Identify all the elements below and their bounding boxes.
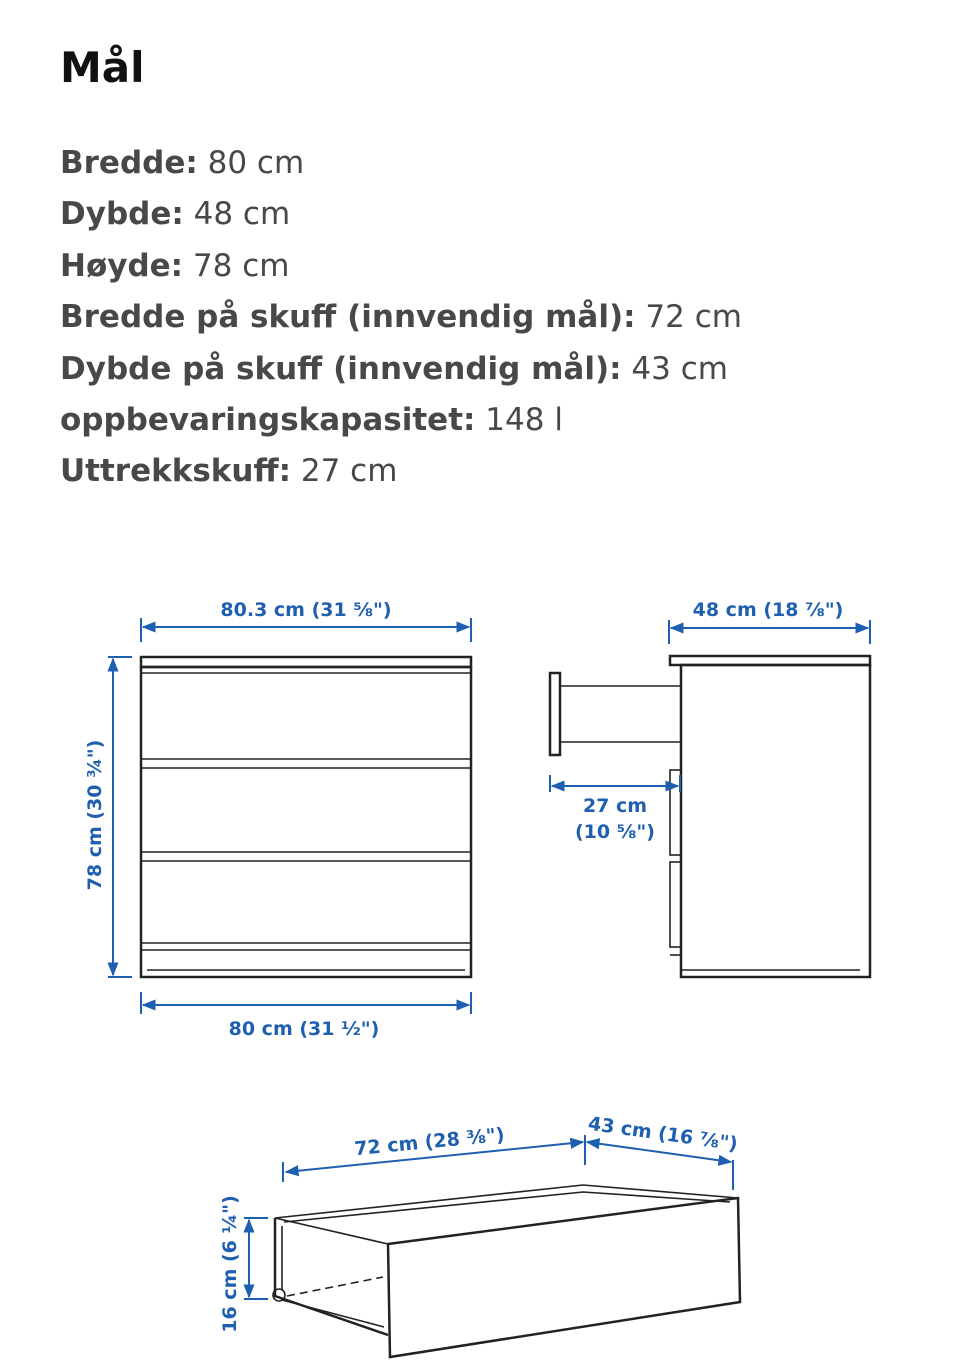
top-width-label: 80.3 cm (31 ⅝") [220, 599, 392, 621]
extension-label-cm: 27 cm [582, 795, 648, 817]
front-view [84, 599, 471, 1040]
drawer-view [219, 1113, 740, 1357]
spec-label: Bredde på skuff (innvendig mål): [60, 299, 636, 336]
spec-value: 48 cm [193, 196, 291, 233]
height-label: 78 cm (30 ¾") [84, 739, 106, 891]
drawer-top-rim [275, 1185, 738, 1244]
drawer-side-panel [275, 1218, 388, 1335]
spec-value: 27 cm [300, 453, 398, 490]
side-top-board [670, 656, 870, 665]
page-title: Mål [60, 43, 145, 92]
spec-value: 148 l [485, 402, 563, 439]
spec-value: 78 cm [192, 247, 290, 284]
extension-label-in: (10 ⅝") [575, 821, 655, 843]
front-carcass [141, 667, 471, 977]
pulled-out-drawer-box [560, 686, 681, 742]
spec-label: Dybde på skuff (innvendig mål): [60, 350, 622, 387]
inner-depth-label: 43 cm (16 ⅞") [586, 1112, 739, 1156]
spec-label: Bredde: [60, 145, 198, 181]
inner-width-label: 72 cm (28 ⅜") [353, 1123, 506, 1161]
depth-label: 48 cm (18 ⅞") [692, 599, 844, 621]
drawer-front-panel [388, 1198, 740, 1357]
drawer-bottom-hidden-line [287, 1277, 383, 1296]
spec-label: oppbevaringskapasitet: [60, 402, 476, 439]
drawer-height-label: 16 cm (6 ¼") [219, 1195, 241, 1333]
spec-label: Høyde: [60, 247, 184, 284]
side-carcass [681, 665, 870, 977]
spec-value: 43 cm [631, 350, 728, 387]
drawer-runner [282, 1300, 384, 1327]
spec-label: Dybde: [60, 196, 184, 233]
spec-value: 80 cm [207, 145, 305, 181]
spec-value: 72 cm [645, 299, 742, 336]
front-top-board [141, 657, 471, 667]
side-drawer-front [670, 862, 681, 947]
pulled-out-drawer-front [550, 673, 560, 755]
spec-label: Uttrekkskuff: [60, 453, 292, 490]
side-view [550, 599, 870, 977]
base-width-label: 80 cm (31 ½") [228, 1018, 380, 1040]
